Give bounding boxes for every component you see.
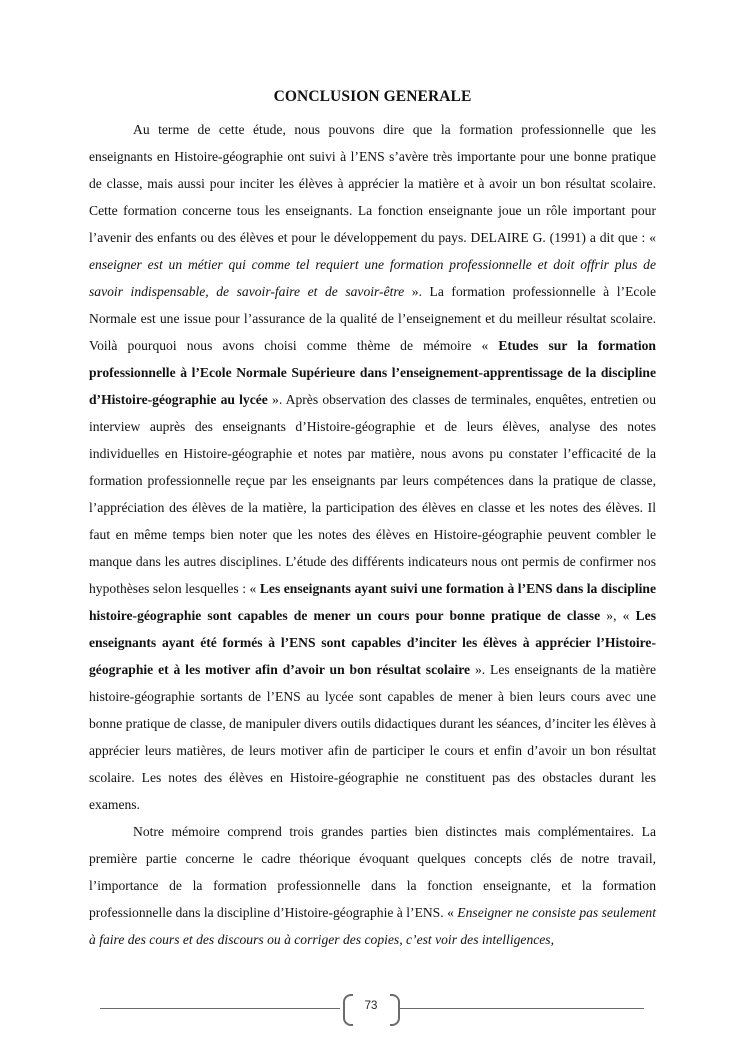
paragraph-1	[89, 116, 656, 818]
hypothesis-2: Les enseignants ayant été formés à l’ENS sont capables d’inciter les élèves à apprécier l’Histoire-géographie et à les motiver afin d’avoir un bon résultat scolaire	[89, 608, 656, 677]
p2-quote: Enseigner ne consiste pas seulement à faire des cours et des discours ou à corriger des copies, c’est voir des intelligences,	[89, 905, 656, 947]
paragraph-2	[89, 818, 656, 953]
footer-rule-left	[100, 1008, 340, 1009]
p1-text-2: ». La formation professionnelle à l’Ecole Normale est une issue pour l’assurance de la qualité de l’enseignement et du meilleur résultat scolaire. Voilà pourquoi nous avons choisi comme thème de mémoire «	[89, 284, 657, 353]
footer-rule-right	[400, 1008, 644, 1009]
body-text	[89, 116, 656, 953]
p2-text-1: Notre mémoire comprend trois grandes parties bien distinctes mais complémentaires. La première partie concerne le cadre théorique évoquant quelques concepts clés de notre travail, l’importance de la formation professionnelle dans la fonction enseignante, et la formation professionnelle dans la discipline d’Histoire-géographie à l’ENS. «	[89, 824, 656, 920]
p1-text-5: ». Les enseignants de la matière histoire-géographie sortants de l’ENS au lycée sont capables de mener à bien leurs cours avec une bonne pratique de classe, de manipuler divers outils didactiques durant les séances, d’inciter les élèves à apprécier leurs matières, de leurs motiver afin de participer le cours et enfin d’avoir un bon résultat scolaire. Les notes des élèves en Histoire-géographie ne constituent pas des obstacles durant les examens.	[89, 662, 657, 812]
p1-text-3: ». Après observation des classes de terminales, enquêtes, entretien ou interview auprès des enseignants d’Histoire-géographie et de leurs élèves, analyse des notes individuelles en Histoire-géographie et notes par matière, nous avons pu constater l’efficacité de la formation professionnelle reçue par les enseignants par leurs compétences dans la pratique de classe, l’appréciation des élèves de la matière, la participation des élèves en classe et les notes des élèves. Il faut en même temps bien noter que les notes des élèves en Histoire-géographie peuvent combler le manque dans les autres disciplines. L’étude des différents indicateurs nous ont permis de confirmer nos hypothèses selon lesquelles : «	[89, 392, 656, 596]
hypothesis-1: Les enseignants ayant suivi une formation à l’ENS dans la discipline histoire-géographie sont capables de mener un cours pour bonne pratique de classe	[89, 581, 657, 623]
p1-text-1: Au terme de cette étude, nous pouvons dire que la formation professionnelle que les enseignants en Histoire-géographie ont suivi à l’ENS s’avère très importante pour une bonne pratique de classe, mais aussi pour inciter les élèves à apprécier la matière et à avoir un bon résultat scolaire. Cette formation concerne tous les enseignants. La fonction enseignante joue un rôle important pour l’avenir des enfants ou des élèves et pour le développement du pays. DELAIRE G. (1991) a dit que : «	[89, 122, 656, 245]
thesis-theme: Etudes sur la formation professionnelle à l’Ecole Normale Supérieure dans l’enseignement-apprentissage de la discipline d’Histoire-géographie au lycée	[89, 338, 656, 407]
page-title: CONCLUSION GENERALE	[273, 88, 472, 105]
p1-text-4: », «	[600, 608, 636, 623]
page-number: 73	[364, 1000, 378, 1012]
delaire-quote: enseigner est un métier qui comme tel requiert une formation professionnelle et doit offrir plus de savoir indispensable, de savoir-faire et de savoir-être	[89, 257, 656, 299]
